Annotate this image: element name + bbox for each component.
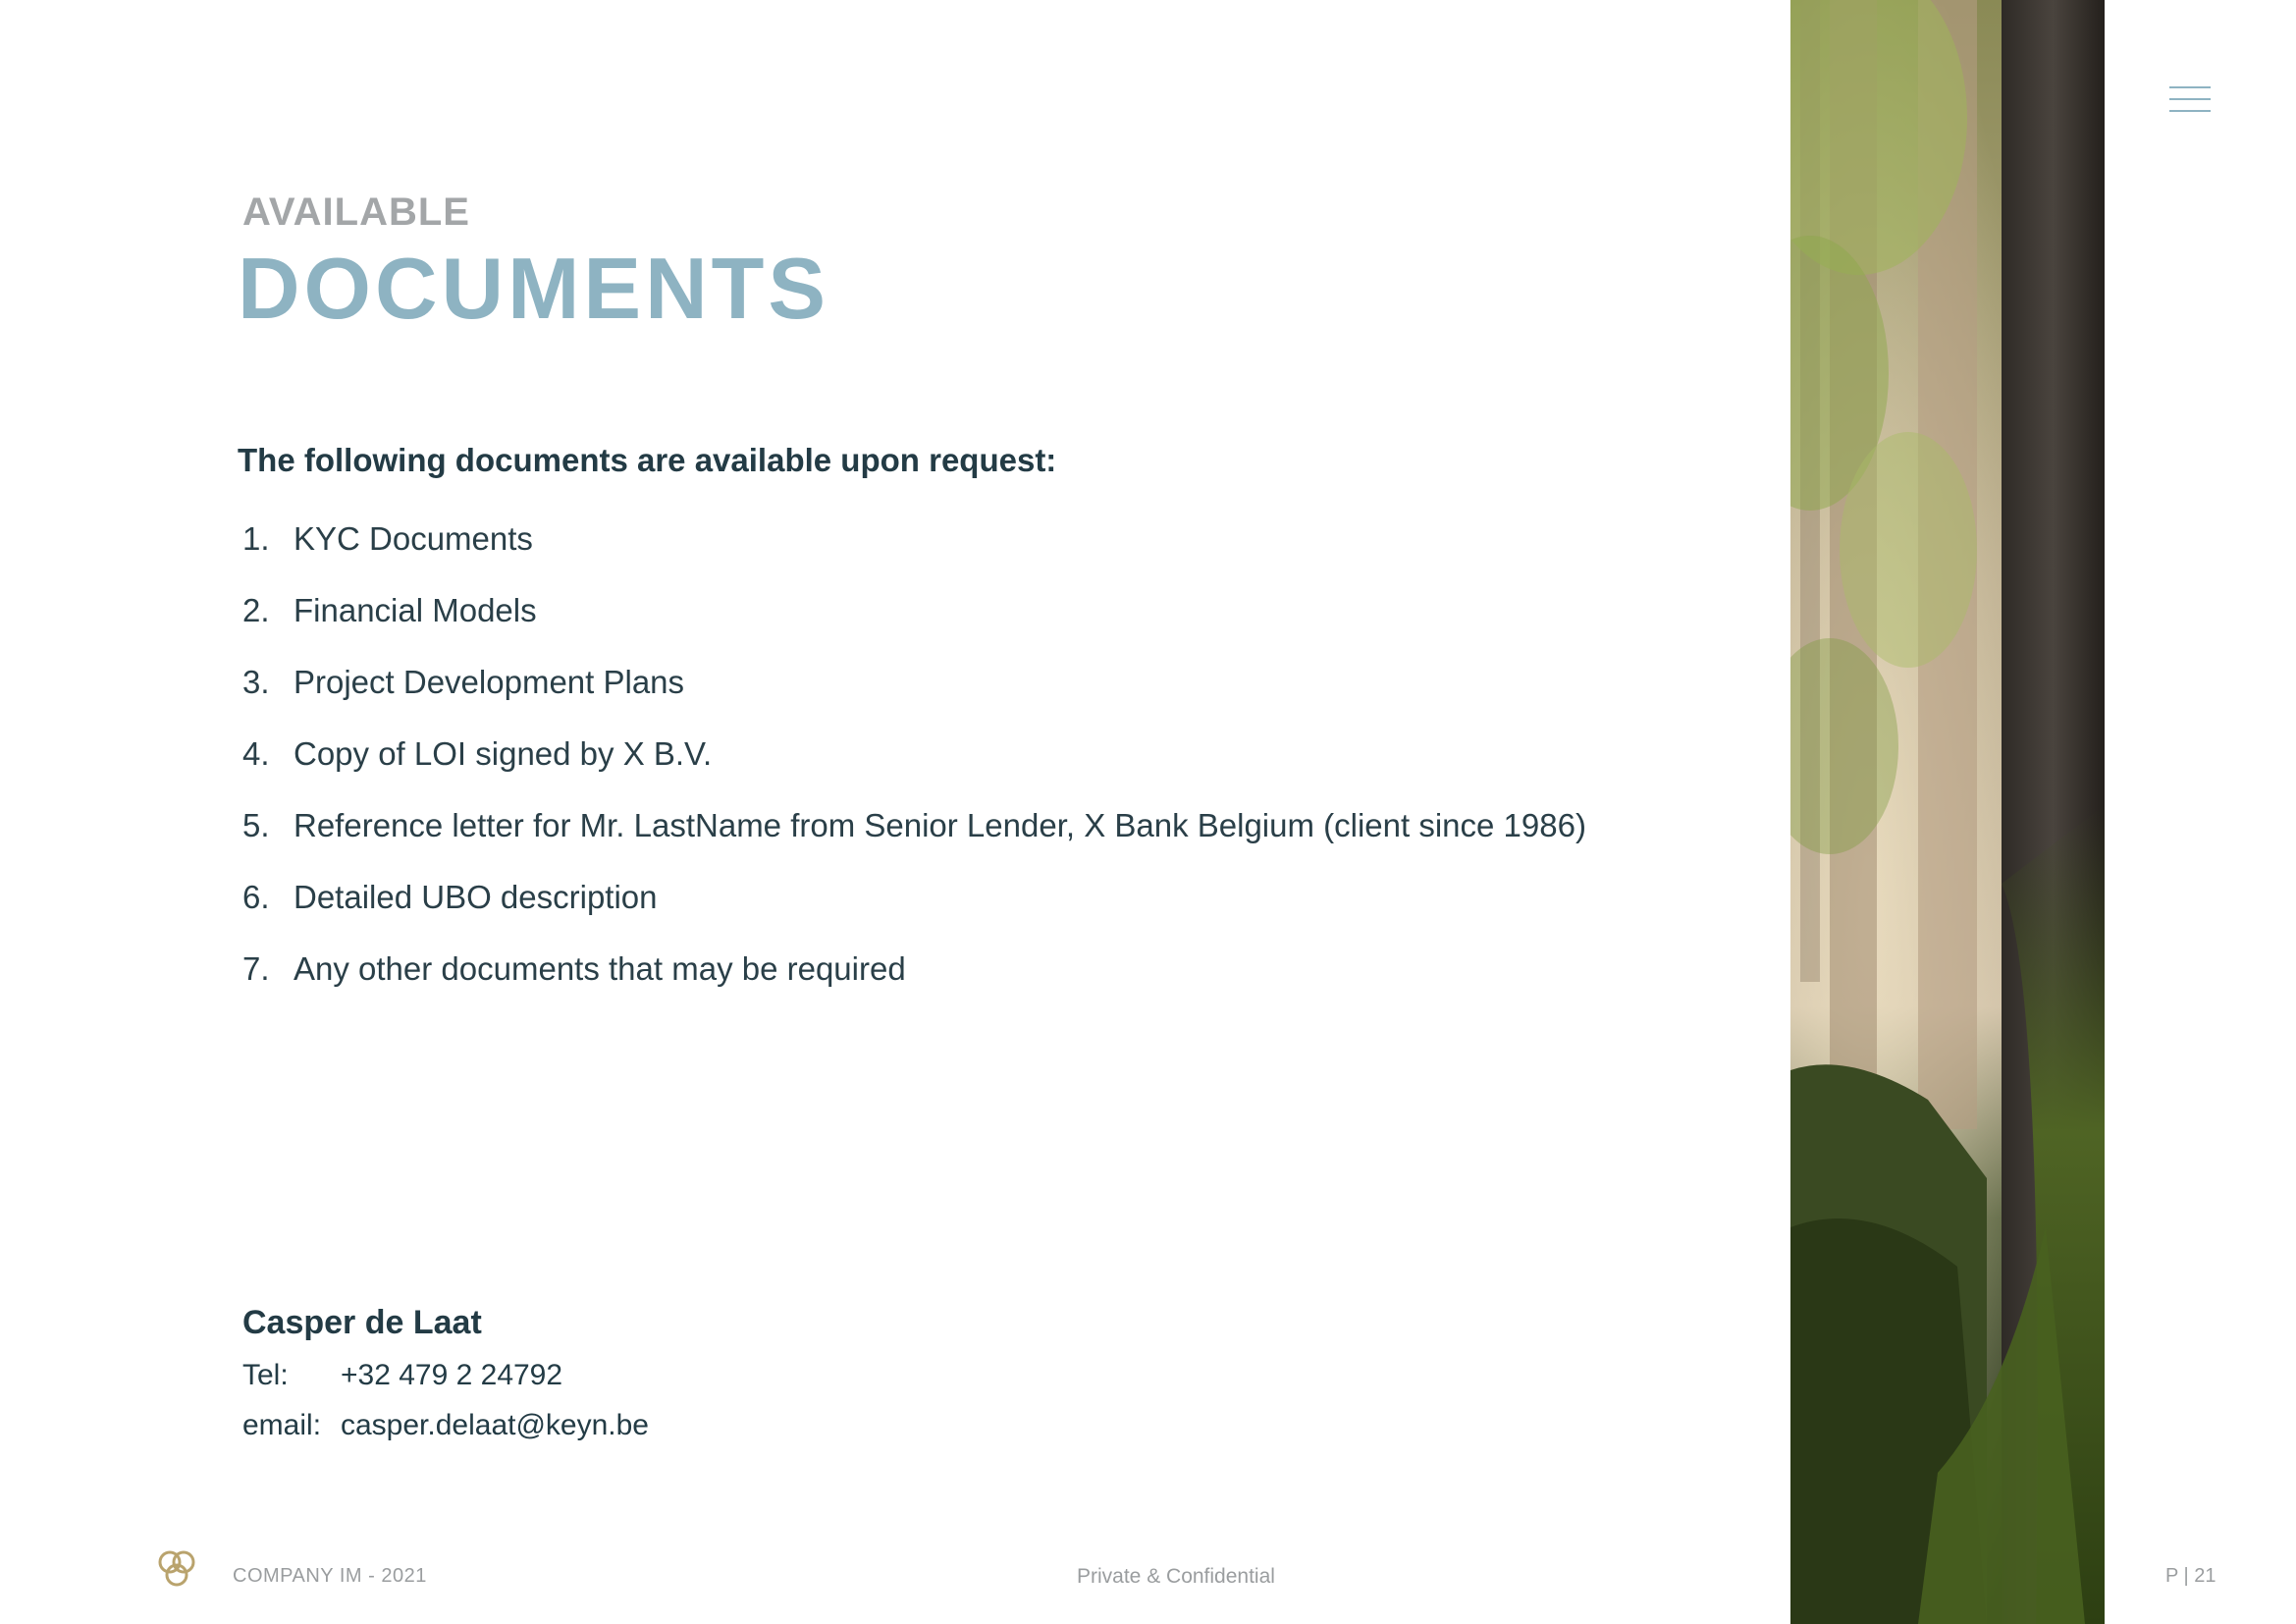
list-item: [242, 520, 1586, 592]
footer-company: COMPANY IM - 2021: [233, 1565, 427, 1587]
contact-block: [242, 1306, 649, 1459]
email-label: email:: [242, 1409, 322, 1441]
phone-value: +32 479 2 24792: [341, 1359, 563, 1391]
list-item-number: 4.: [242, 735, 270, 772]
list-item-number: 7.: [242, 950, 270, 987]
list-item-text: Reference letter for Mr. LastName from Senior Lender, X Bank Belgium (client since 1986): [294, 807, 1586, 843]
list-item-number: 2.: [242, 592, 270, 628]
list-item: [242, 592, 1586, 664]
list-item: [242, 664, 1586, 735]
forest-photo: [1790, 0, 2105, 1624]
list-item-text: Any other documents that may be required: [294, 950, 906, 987]
contact-phone-row: [242, 1359, 649, 1409]
list-item-text: Project Development Plans: [294, 664, 685, 700]
list-item: [242, 879, 1586, 950]
title-kicker: AVAILABLE: [242, 190, 470, 234]
contact-email-row: [242, 1409, 649, 1459]
list-item-number: 5.: [242, 807, 270, 843]
hamburger-menu-icon[interactable]: [2169, 86, 2211, 112]
list-item-text: Detailed UBO description: [294, 879, 658, 915]
list-item-text: Copy of LOI signed by X B.V.: [294, 735, 713, 772]
company-logo-icon: [155, 1549, 198, 1589]
list-item-text: Financial Models: [294, 592, 537, 628]
intro-text: The following documents are available upon request:: [238, 442, 1057, 478]
email-link[interactable]: casper.delaat@keyn.be: [341, 1409, 649, 1441]
list-item-number: 3.: [242, 664, 270, 700]
phone-label: Tel:: [242, 1359, 289, 1391]
footer-confidential: Private & Confidential: [1077, 1565, 1275, 1588]
list-item-number: 1.: [242, 520, 270, 557]
documents-list: [242, 520, 1586, 1022]
list-item: [242, 807, 1586, 879]
contact-name: Casper de Laat: [242, 1304, 482, 1341]
page-number: P | 21: [2165, 1565, 2216, 1587]
page-title: DOCUMENTS: [238, 240, 830, 337]
list-item-number: 6.: [242, 879, 270, 915]
list-item: [242, 950, 1586, 1022]
list-item-text: KYC Documents: [294, 520, 533, 557]
list-item: [242, 735, 1586, 807]
